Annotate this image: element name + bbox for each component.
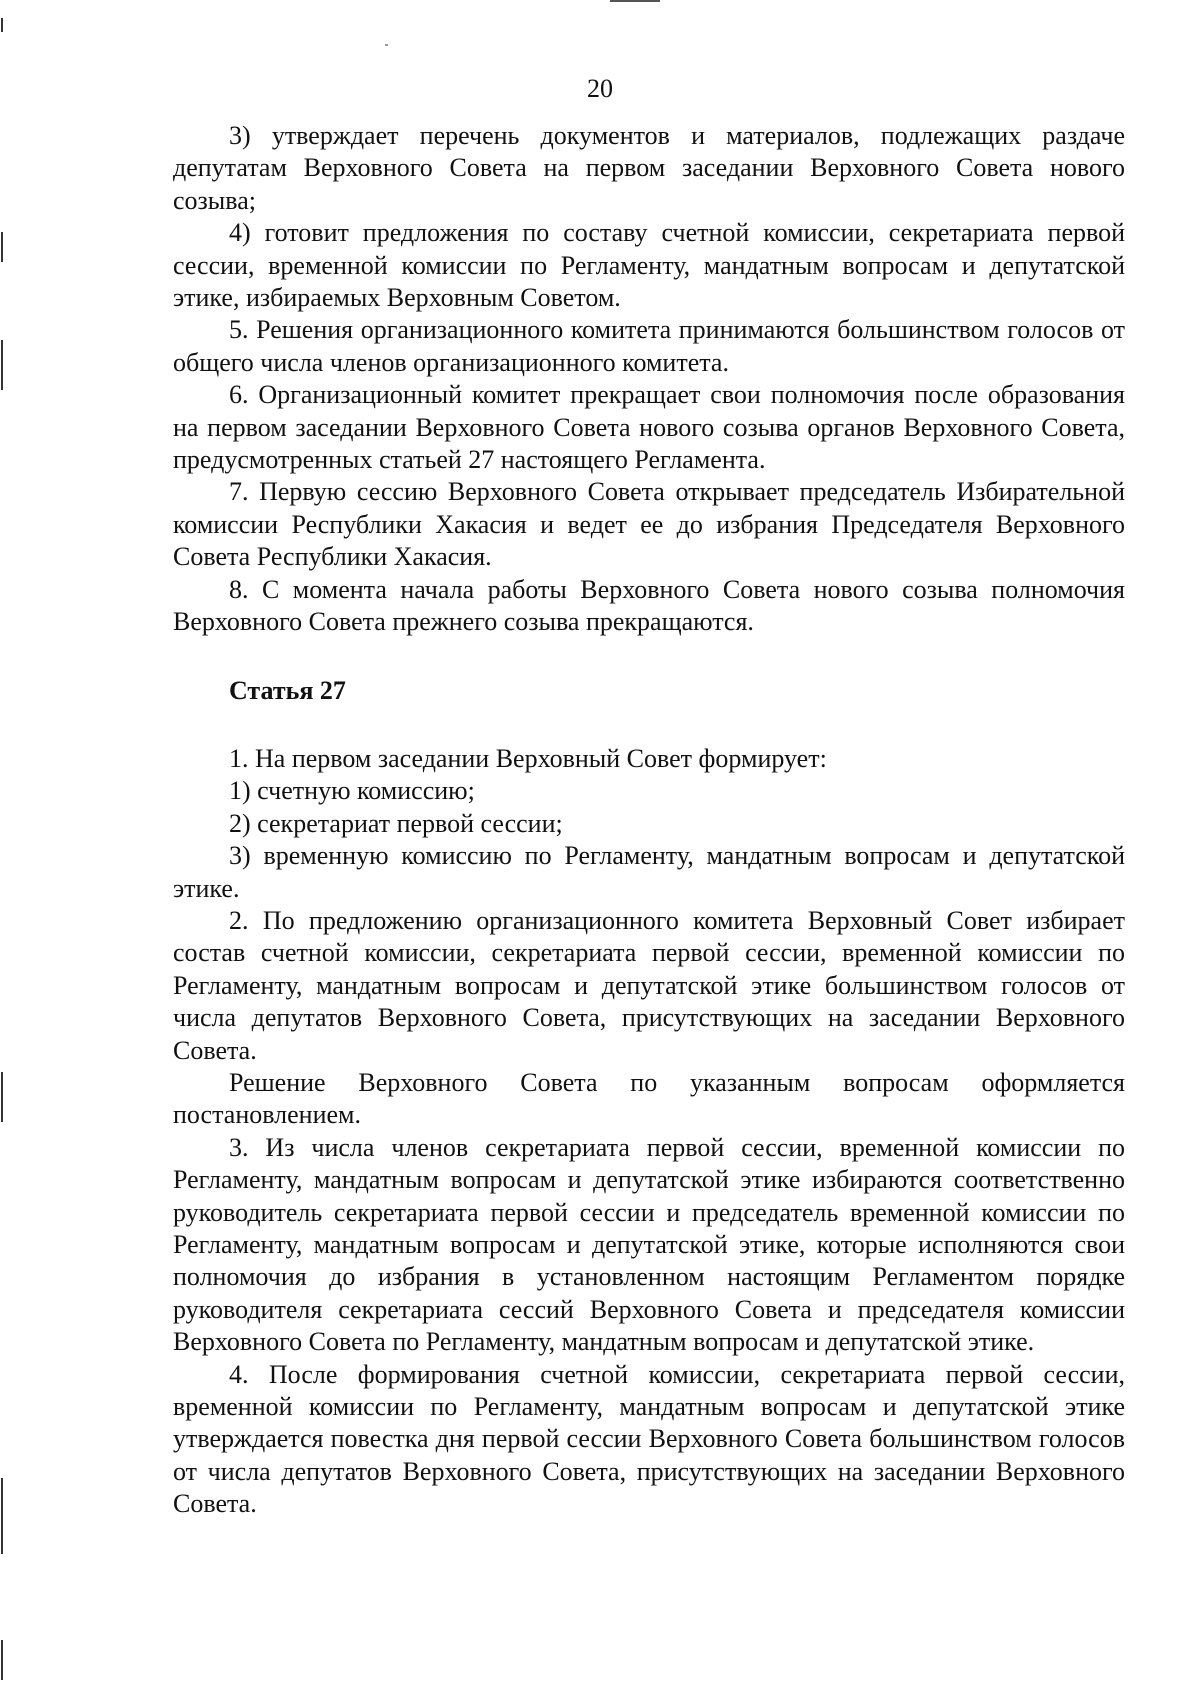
paragraph: Решение Верховного Совета по указанным вопросам оформляется постановлением. [173,1067,1125,1130]
paragraph: 3) временную комиссию по Регламенту, мандатным вопросам и депутатской этике. [173,841,1125,903]
paragraph: 4. После формирования счетной комиссии, секретариата первой сессии, временной комиссии по Регламенту, мандатным вопросам и депутатской этике утверждается повестка дня первой сессии Верховного Совета большинством голосов от числа депутатов Верховного Совета, присутствующих на заседании Верховного Совета. [173,1359,1125,1519]
paragraph: 5. Решения организационного комитета принимаются большинством голосов от общего числа членов организационного комитета. [173,315,1125,377]
paragraph: 8. С момента начала работы Верховного Совета нового созыва полномочия Верховного Совета прежнего созыва прекращаются. [173,574,1125,637]
article-heading: Статья 27 [229,675,346,705]
scan-artifact-edge [1,1478,3,1554]
page-number: 20 [587,74,613,103]
scan-artifact-edge [1,340,3,390]
paragraph: 7. Первую сессию Верховного Совета открывает председатель Избирательной комиссии Республики Хакасия и ведет ее до избрания Председателя Верховного Совета Республики Хакасия. [173,477,1125,572]
document-body [173,120,1125,1521]
paragraph: 4) готовит предложения по составу счетной комиссии, секретариата первой сессии, временной комиссии по Регламенту, мандатным вопросам и депутатской этике, избираемых Верховным Советом. [173,218,1125,313]
scan-artifact-edge [1,1640,3,1680]
scan-artifact-dot [385,44,388,46]
paragraph: 3. Из числа членов секретариата первой сессии, временной комиссии по Регламенту, мандатным вопросам и депутатской этике избираются соответственно руководитель секретариата первой сессии и председатель временной комиссии по Регламенту, мандатным вопросам и депутатской этике, которые исполняются свои полномочия до избрания в установленном настоящим Регламентом порядке руководителя секретариата сессий Верховного Совета и председателя комиссии Верховного Совета по Регламенту, мандатным вопросам и депутатской этике. [173,1132,1125,1357]
scan-artifact-edge [1,18,3,32]
scan-artifact-edge [1,1072,3,1122]
paragraph: 2) секретариат первой сессии; [229,808,563,838]
scan-artifact-top [610,0,660,2]
scan-artifact-edge [1,232,3,262]
paragraph: 1. На первом заседании Верховный Совет формирует: [229,743,827,773]
paragraph: 6. Организационный комитет прекращает свои полномочия после образования на первом заседании Верховного Совета нового созыва органов Верховного Совета, предусмотренных статьей 27 настоящего Регламента. [173,380,1125,475]
paragraph: 1) счетную комиссию; [229,776,475,806]
paragraph: 2. По предложению организационного комитета Верховный Совет избирает состав счетной комиссии, секретариата первой сессии, временной комиссии по Регламенту, мандатным вопросам и депутатской этике большинством голосов от числа депутатов Верховного Совета, присутствующих на заседании Верховного Совета. [173,905,1125,1065]
paragraph: 3) утверждает перечень документов и материалов, подлежащих раздаче депутатам Верховного Совета на первом заседании Верховного Совета нового созыва; [173,121,1125,215]
